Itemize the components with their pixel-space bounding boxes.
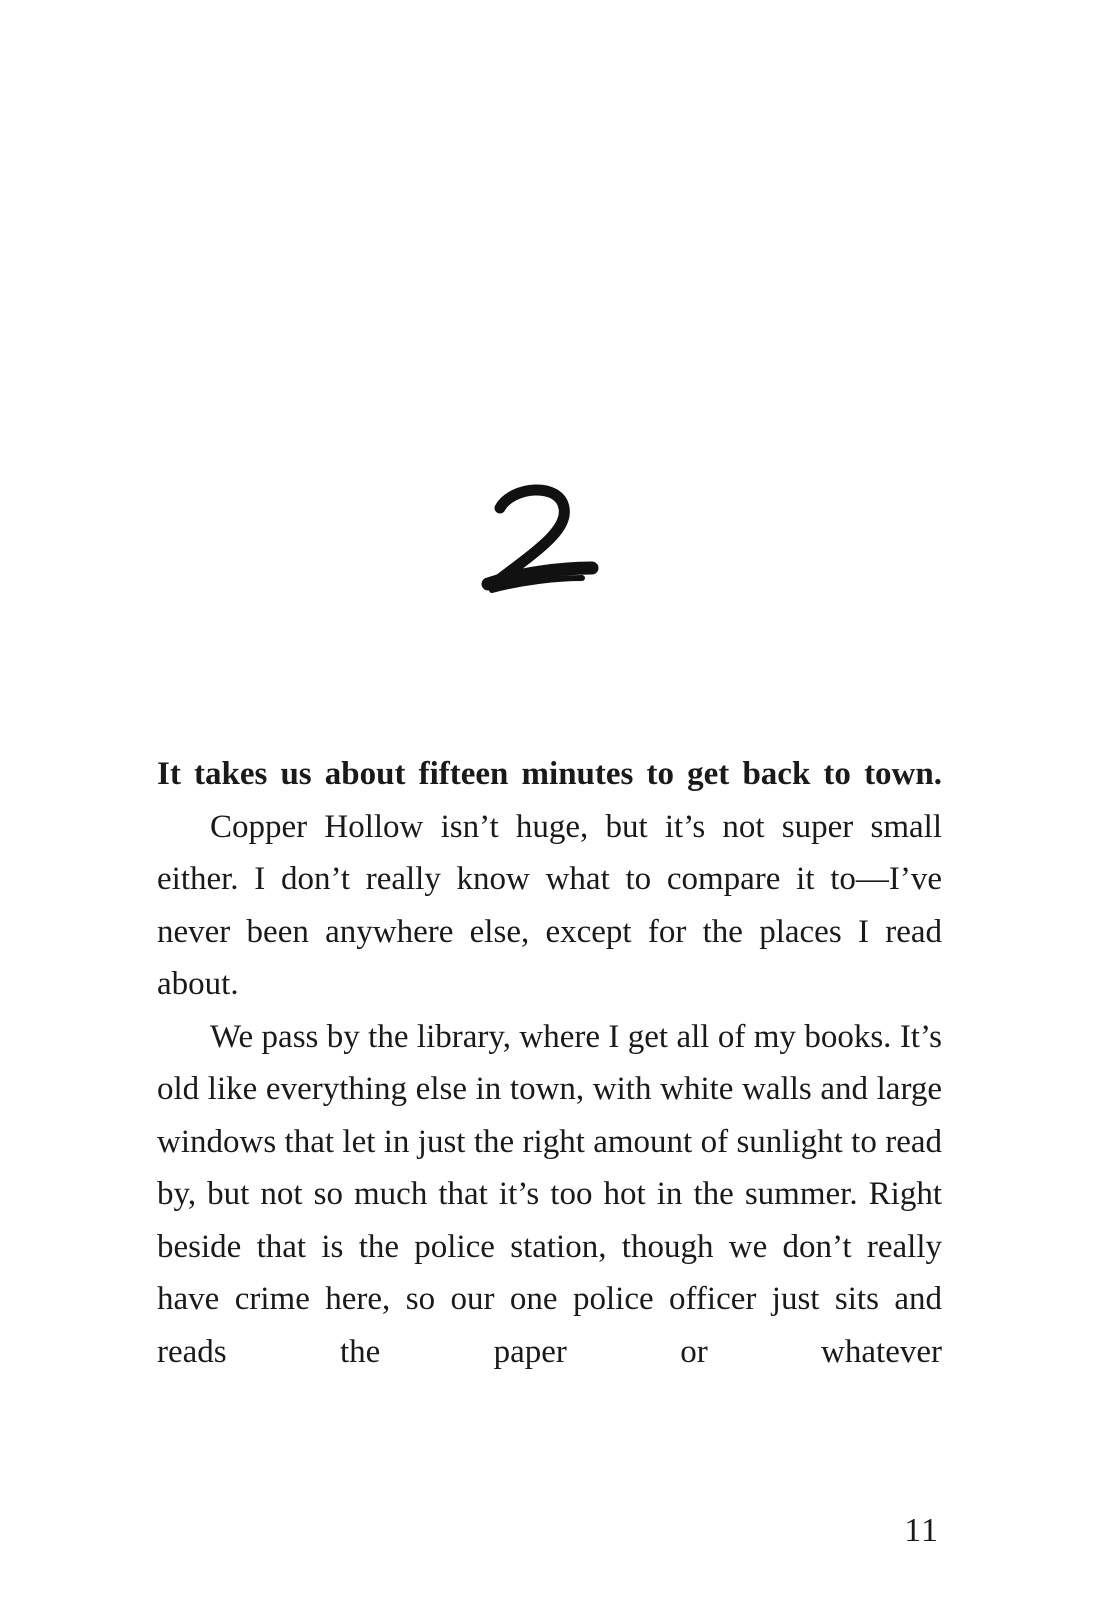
- paragraph: Copper Hollow isn’t huge, but it’s not super small either. I don’t really know what to compare it to—I’ve never been anywhere else, except for the places I read about.: [157, 808, 942, 1002]
- chapter-number-glyph: [478, 478, 608, 608]
- chapter-lead-sentence: It takes us about fifteen minutes to get back to town.: [157, 756, 942, 792]
- paragraph: We pass by the library, where I get all of my books. It’s old like everything else in town, with white walls and large windows that let in just the right amount of sunlight to read by, but not so much that it’s too hot in the summer. Right beside that is the police station, though we don’t really have crime here, so our one police officer just sits and reads the paper or whatever: [157, 1018, 942, 1370]
- page-number: 11: [904, 1512, 939, 1549]
- chapter-text: [157, 748, 942, 1378]
- chapter-number: [478, 478, 608, 608]
